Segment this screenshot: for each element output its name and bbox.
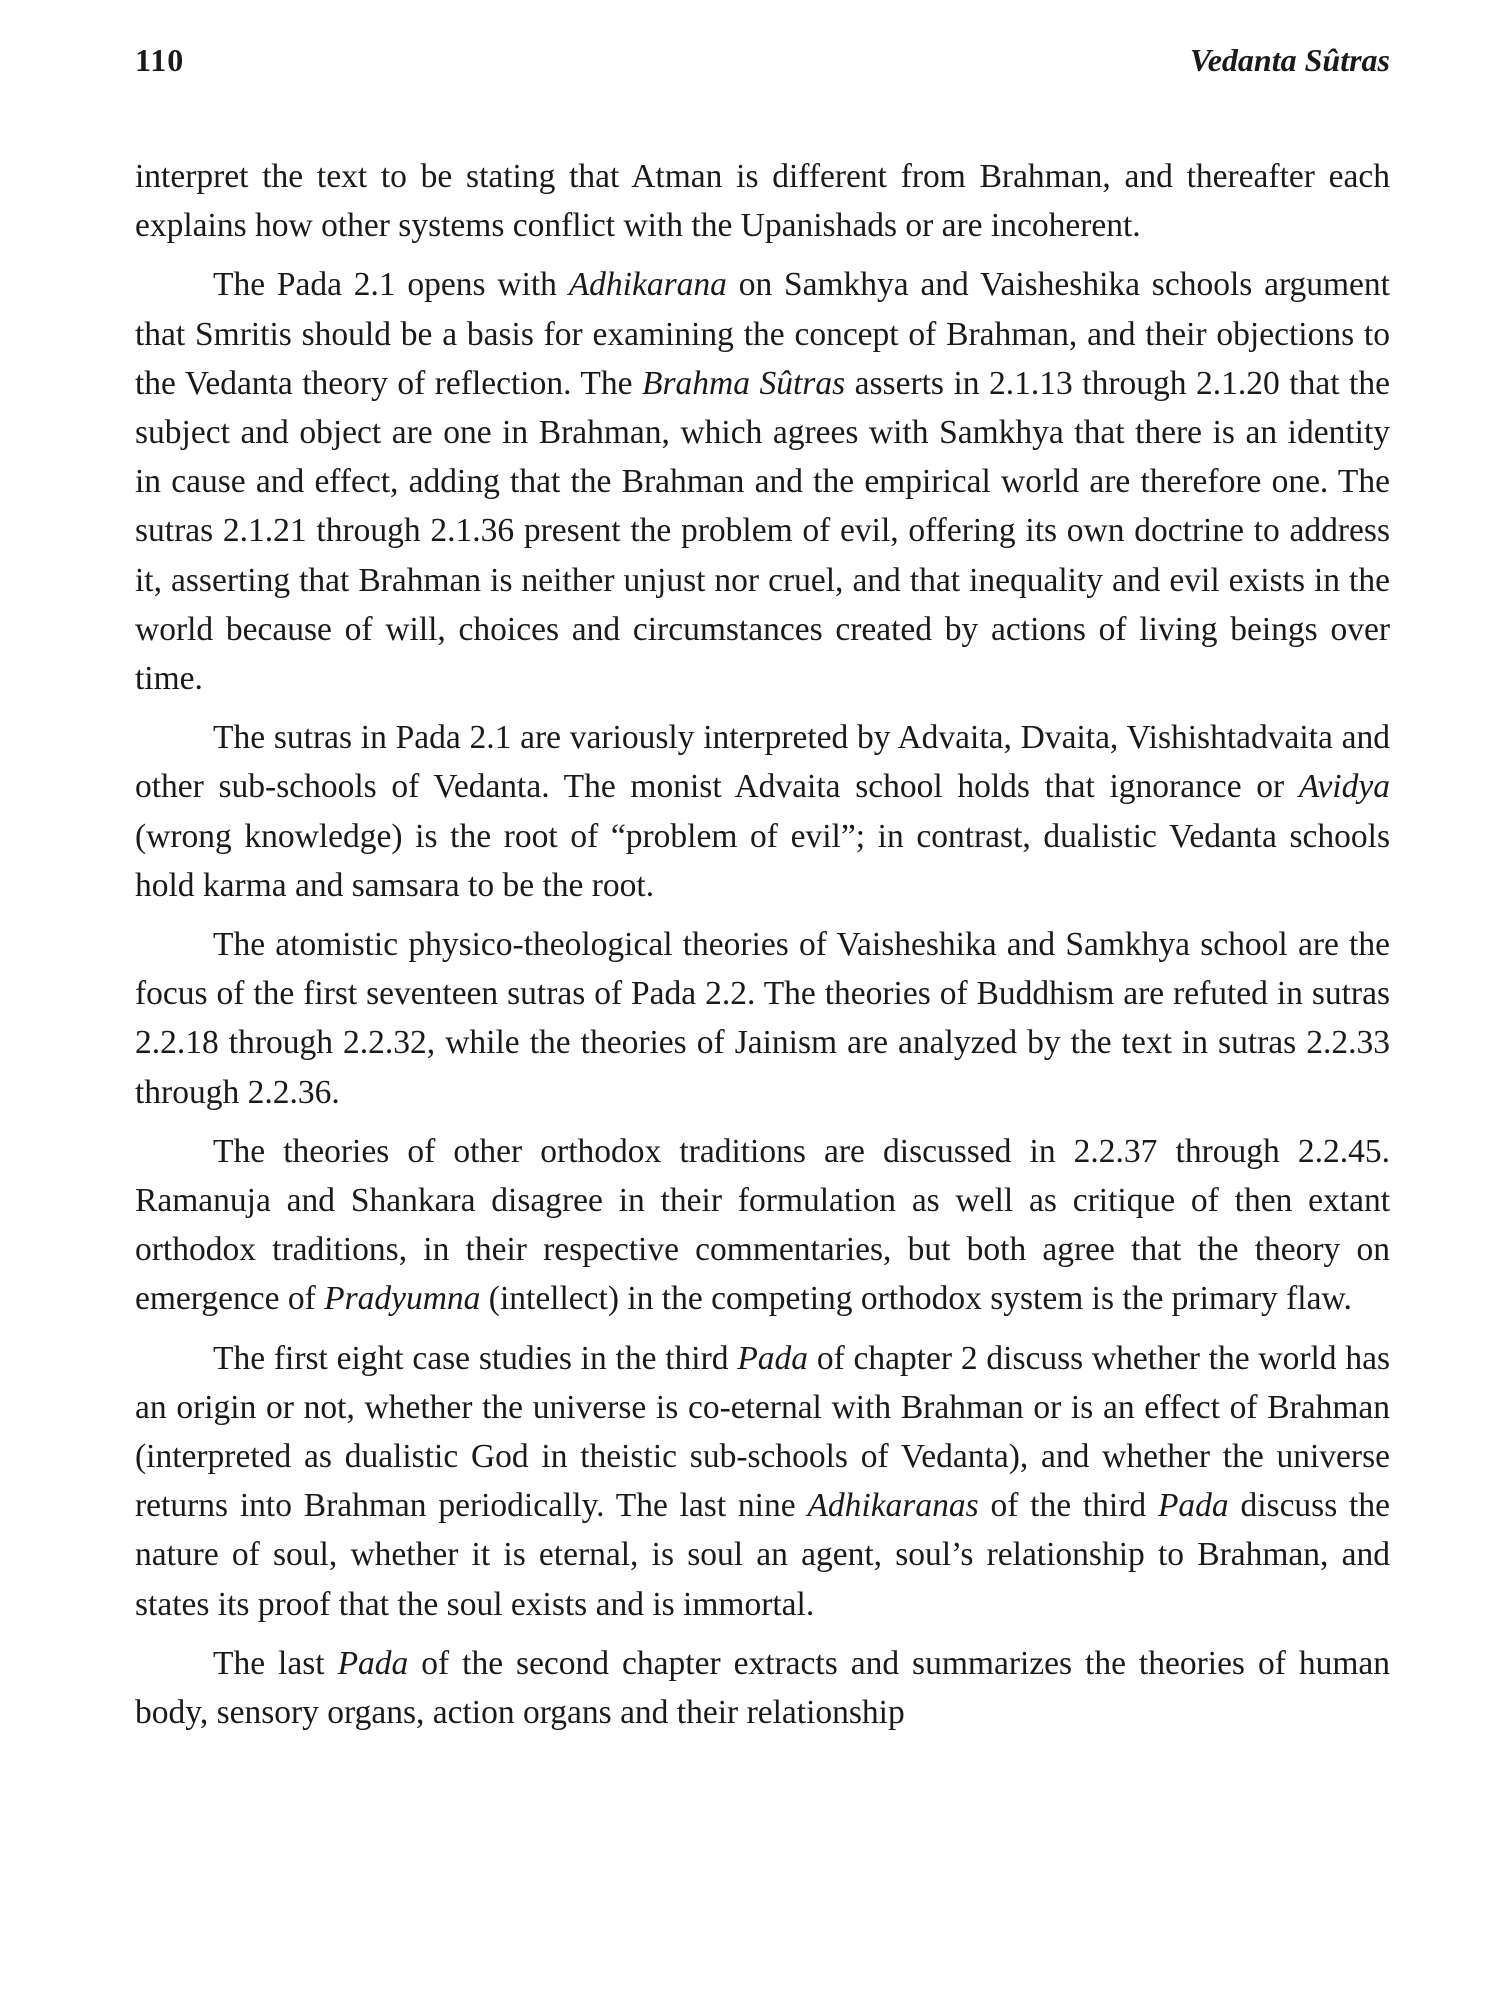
body-text <box>135 152 1390 1737</box>
italic-term: Pradyumna <box>324 1280 481 1318</box>
text-span: of chapter 2 discuss whether the world has an origin or not, whether the universe is co-eternal with Brahman or is an effect of Brahman (interpreted as dualistic God in theistic sub-schools of Vedanta), and whether the universe returns into Brahman periodically. The last nine <box>135 1339 1390 1525</box>
italic-term: Pada <box>337 1644 409 1682</box>
paragraph-7 <box>135 1639 1390 1737</box>
italic-term: Avidya <box>1298 768 1390 806</box>
paragraph-4 <box>135 920 1390 1117</box>
italic-term: Pada <box>1157 1487 1229 1525</box>
text-span: The theories of other orthodox traditions are discussed in 2.2.37 through 2.2.45. Ramanuja and Shankara disagree in their formulation as well as critique of then extant orthodox traditions, in their respective commentaries, but both agree that the theory on emergence of <box>135 1132 1390 1318</box>
text-span: of the third <box>978 1487 1158 1525</box>
paragraph-1 <box>135 152 1390 250</box>
italic-term: Pada <box>737 1339 809 1377</box>
italic-term: Brahma Sûtras <box>642 364 846 402</box>
paragraph-5 <box>135 1127 1390 1324</box>
text-span: The atomistic physico-theological theories of Vaisheshika and Samkhya school are the focus of the first seventeen sutras of Pada 2.2. The theories of Buddhism are refuted in sutras 2.2.18 through 2.2.32, while the theories of Jainism are analyzed by the text in sutras 2.2.33 through 2.2.36. <box>135 926 1390 1111</box>
book-title: Vedanta Sûtras <box>1189 42 1390 78</box>
text-span: The Pada 2.1 opens with <box>213 266 569 304</box>
text-span: The first eight case studies in the third <box>213 1339 738 1377</box>
text-span: on Samkhya and Vaisheshika schools argument that Smritis should be a basis for examining the concept of Brahman, and their objections to the Vedanta theory of reflection. The <box>135 266 1390 402</box>
paragraph-2 <box>135 260 1390 703</box>
text-span: asserts in 2.1.13 through 2.1.20 that the subject and object are one in Brahman, which agrees with Samkhya that there is an identity in cause and effect, adding that the Brahman and the empirical world are therefore one. The sutras 2.1.21 through 2.1.36 present the problem of evil, offering its own doctrine to address it, asserting that Brahman is neither unjust nor cruel, and that inequality and evil exists in the world because of will, choices and circumstances created by actions of living beings over time. <box>135 364 1390 698</box>
book-page <box>135 30 1390 1747</box>
text-span: The sutras in Pada 2.1 are variously interpreted by Advaita, Dvaita, Vishishtadvaita and other sub-schools of Vedanta. The monist Advaita school holds that ignorance or <box>135 719 1390 806</box>
paragraph-3 <box>135 713 1390 910</box>
italic-term: Adhikarana <box>568 266 727 304</box>
running-head <box>135 30 1390 90</box>
text-span: (wrong knowledge) is the root of “problem of evil”; in contrast, dualistic Vedanta schools hold karma and samsara to be the root. <box>135 817 1390 904</box>
page-number: 110 <box>135 42 185 78</box>
text-span: of the second chapter extracts and summarizes the theories of human body, sensory organs, action organs and their relationship <box>135 1644 1390 1732</box>
paragraph-6 <box>135 1334 1390 1629</box>
text-span: interpret the text to be stating that Atman is different from Brahman, and thereafter each explains how other systems conflict with the Upanishads or are incoherent. <box>135 158 1390 245</box>
text-span: discuss the nature of soul, whether it is eternal, is soul an agent, soul’s relationship to Brahman, and states its proof that the soul exists and is immortal. <box>135 1487 1390 1623</box>
text-span: (intellect) in the competing orthodox system is the primary flaw. <box>480 1280 1352 1318</box>
italic-term: Adhikaranas <box>807 1487 979 1525</box>
text-span: The last <box>213 1644 338 1682</box>
